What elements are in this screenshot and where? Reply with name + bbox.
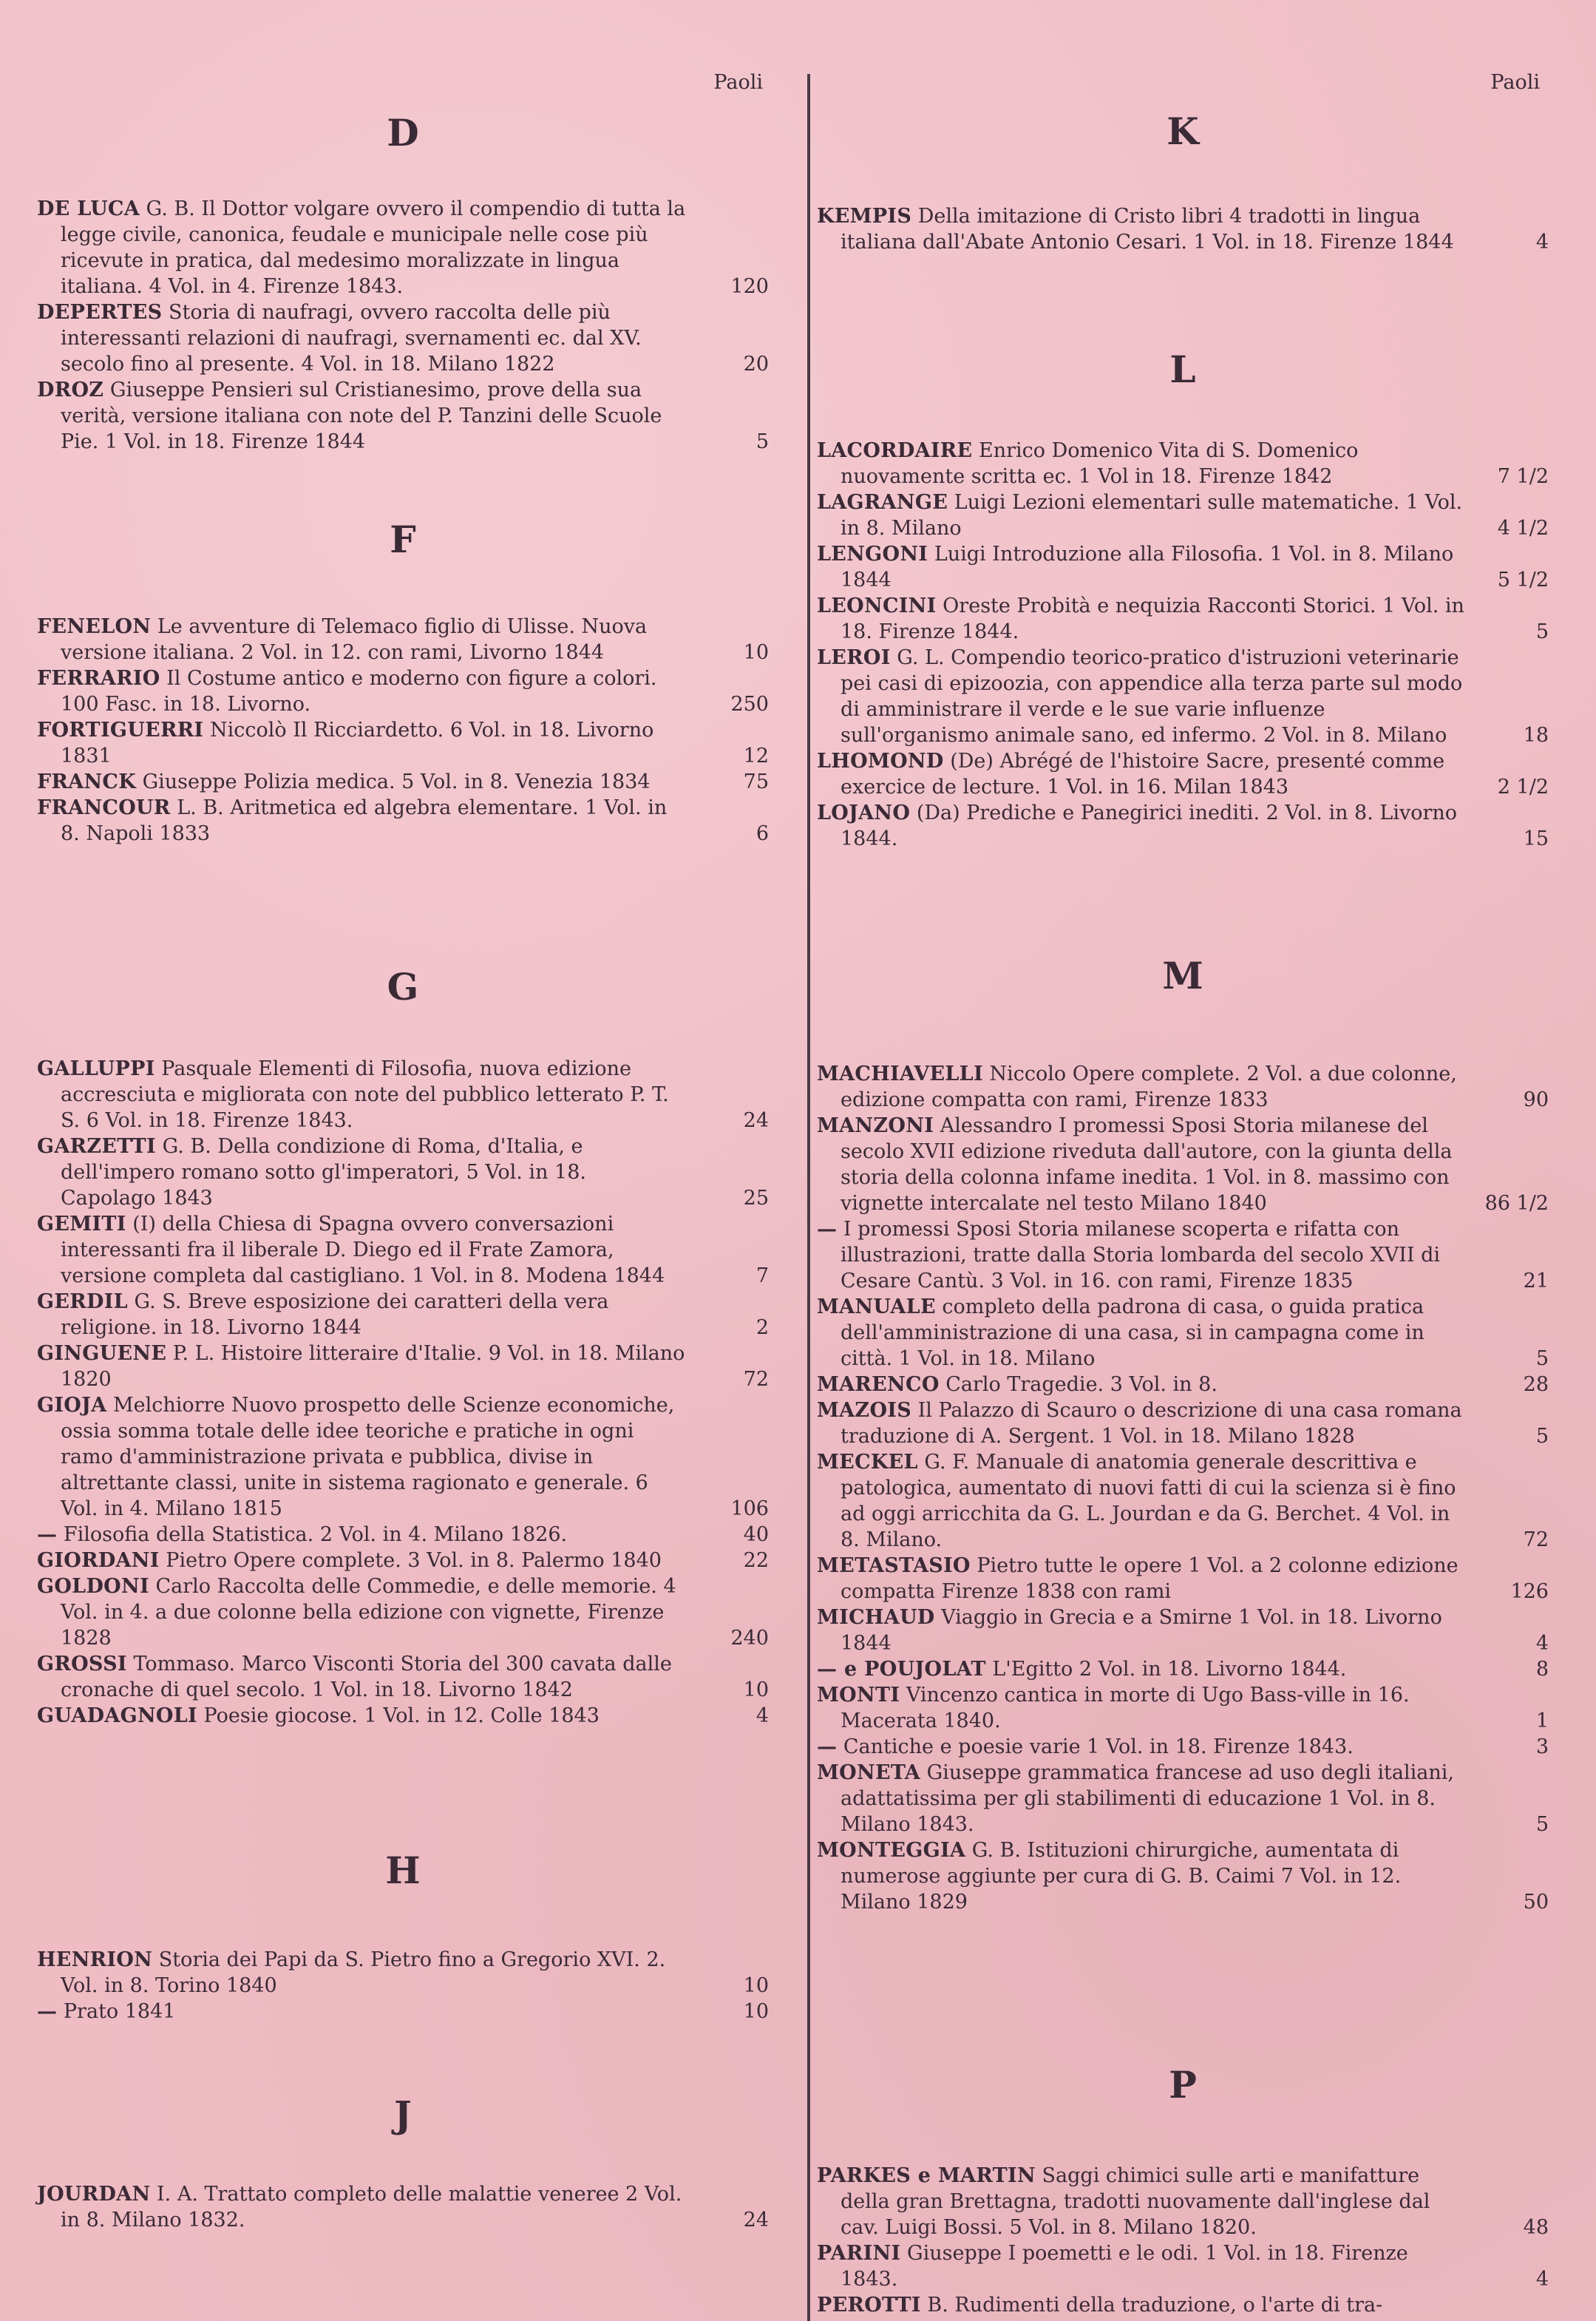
catalog-entry: — e POUJOLAT L'Egitto 2 Vol. in 18. Livorno 1844. 8 — [817, 1658, 1549, 1681]
catalog-entry: GROSSI Tommaso. Marco Visconti Storia del 300 cavata dalle cronache di quel secolo. 1 Vol. in 18. Livorno 1842 10 — [37, 1653, 769, 1701]
catalog-entry: LENGONI Luigi Introduzione alla Filosofia. 1 Vol. in 8. Milano 1844 5 1/2 — [817, 543, 1549, 592]
entry-price: 86 1/2 — [1484, 1192, 1549, 1215]
catalog-entry: PARINI Giuseppe I poemetti e le odi. 1 Vol. in 18. Firenze 1843. 4 — [817, 2242, 1549, 2291]
catalog-entry: MONETA Giuseppe grammatica francese ad uso degli italiani, adattatissima per gli stabilimenti di educazione 1 Vol. in 8. Milano 1843. 5 — [817, 1761, 1549, 1836]
catalog-entry: HENRION Storia dei Papi da S. Pietro fino a Gregorio XVI. 2. Vol. in 8. Torino 1840 10 — [37, 1948, 769, 1997]
entry-price: 4 — [1535, 231, 1549, 254]
catalog-entry: LHOMOND (De) Abrégé de l'histoire Sacre, presenté comme exercice de lecture. 1 Vol. in 16. Milan 1843 2 1/2 — [817, 750, 1549, 799]
entry-price: 5 1/2 — [1497, 569, 1549, 592]
section-letter: L — [1169, 348, 1196, 391]
entry-price: 240 — [730, 1627, 769, 1650]
section-entries — [37, 1056, 769, 1729]
catalog-entry: LAGRANGE Luigi Lezioni elementari sulle matematiche. 1 Vol. in 8. Milano 4 1/2 — [817, 491, 1549, 540]
column-divider — [807, 74, 810, 2321]
entry-price: 10 — [743, 2000, 769, 2023]
entry-price: 10 — [743, 1974, 769, 1997]
catalog-entry: MANZONI Alessandro I promessi Sposi Storia milanese del secolo XVII edizione riveduta dall'autore, con la giunta della storia della colonna infame inedita. 1 Vol. in 8. massimo con vignette intercalate nel testo Milano 1840 86 1/2 — [817, 1114, 1549, 1215]
entry-price: 18 — [1523, 724, 1549, 747]
section-letter: M — [1162, 954, 1203, 997]
section-entries — [817, 203, 1549, 255]
catalog-entry: KEMPIS Della imitazione di Cristo libri 4 tradotti in lingua italiana dall'Abate Antonio Cesari. 1 Vol. in 18. Firenze 1844 4 — [817, 205, 1549, 254]
catalog-entry: FENELON Le avventure di Telemaco figlio di Ulisse. Nuova versione italiana. 2 Vol. in 12. con rami, Livorno 1844 10 — [37, 615, 769, 664]
entry-price: 40 — [743, 1523, 769, 1546]
entry-price: 4 — [1535, 1632, 1549, 1655]
catalog-entry: — Filosofia della Statistica. 2 Vol. in 4. Milano 1826. 40 — [37, 1523, 769, 1546]
catalog-entry: GOLDONI Carlo Raccolta delle Commedie, e delle memorie. 4 Vol. in 4. a due colonne bella edizione con vignette, Firenze 1828 240 — [37, 1575, 769, 1650]
catalog-entry: — Prato 1841 10 — [37, 2000, 769, 2023]
entry-price: 15 — [1523, 827, 1549, 850]
section-entries — [817, 1061, 1549, 1915]
entry-price: 8 — [1535, 1658, 1549, 1681]
catalog-entry: PEROTTI B. Rudimenti della traduzione, o l'arte di tra- — [817, 2294, 1383, 2317]
section-entries — [37, 196, 769, 455]
entry-price: 7 — [755, 1264, 769, 1287]
section-entries — [37, 2181, 769, 2233]
catalog-entry: DE LUCA G. B. Il Dottor volgare ovvero il compendio di tutta la legge civile, canonica, feudale e municipale nelle cose più ricevute in pratica, dal medesimo moralizzate in lingua italiana. 4 Vol. in 4. Firenze 1843. 120 — [37, 197, 769, 298]
catalog-entry: MANUALE completo della padrona di casa, o guida pratica dell'amministrazione di una casa, si in campagna come in città. 1 Vol. in 18. Milano 5 — [817, 1295, 1549, 1370]
catalog-entry: MICHAUD Viaggio in Grecia e a Smirne 1 Vol. in 18. Livorno 1844 4 — [817, 1606, 1549, 1655]
entry-price: 106 — [730, 1497, 769, 1520]
entry-price: 3 — [1535, 1735, 1549, 1758]
section-letter: D — [387, 111, 419, 155]
catalog-entry: DEPERTES Storia di naufragi, ovvero raccolta delle più interessanti relazioni di naufragi, svernamenti ec. dal XV. secolo fino al presente. 4 Vol. in 18. Milano 1822 20 — [37, 301, 769, 376]
catalog-entry: FRANCOUR L. B. Aritmetica ed algebra elementare. 1 Vol. in 8. Napoli 1833 6 — [37, 796, 769, 845]
catalog-entry: GUADAGNOLI Poesie giocose. 1 Vol. in 12. Colle 1843 4 — [37, 1704, 769, 1727]
entry-price: 5 — [755, 430, 769, 453]
section-letter: H — [385, 1849, 421, 1892]
section-entries — [37, 614, 769, 847]
catalog-entry: DROZ Giuseppe Pensieri sul Cristianesimo, prove della sua verità, versione italiana con note del P. Tanzini delle Scuole Pie. 1 Vol. in 18. Firenze 1844 5 — [37, 379, 769, 453]
entry-price: 12 — [743, 745, 769, 768]
entry-price: 5 — [1535, 620, 1549, 643]
catalog-entry: PARKES e MARTIN Saggi chimici sulle arti e manifatture della gran Brettagna, tradotti nuovamente dall'inglese dal cav. Luigi Bossi. 5 Vol. in 8. Milano 1820. 48 — [817, 2164, 1549, 2239]
catalog-entry: MONTI Vincenzo cantica in morte di Ugo Bass-ville in 16. Macerata 1840. 1 — [817, 1684, 1549, 1732]
section-letter: K — [1167, 109, 1199, 153]
catalog-entry: GERDIL G. S. Breve esposizione dei caratteri della vera religione. in 18. Livorno 1844 2 — [37, 1290, 769, 1339]
entry-price: 5 — [1535, 1813, 1549, 1836]
entry-price: 2 — [755, 1316, 769, 1339]
entry-price: 4 — [755, 1704, 769, 1727]
catalog-entry: GIORDANI Pietro Opere complete. 3 Vol. in 8. Palermo 1840 22 — [37, 1549, 769, 1572]
entry-price: 10 — [743, 1678, 769, 1701]
entry-price: 4 — [1535, 2268, 1549, 2291]
catalog-entry: FRANCK Giuseppe Polizia medica. 5 Vol. in 8. Venezia 1834 75 — [37, 770, 769, 793]
entry-price: 5 — [1535, 1425, 1549, 1448]
catalog-entry: GINGUENE P. L. Histoire litteraire d'Italie. 9 Vol. in 18. Milano 1820 72 — [37, 1342, 769, 1391]
section-entries — [817, 438, 1549, 852]
entry-price: 22 — [743, 1549, 769, 1572]
catalog-entry: MARENCO Carlo Tragedie. 3 Vol. in 8. 28 — [817, 1373, 1549, 1396]
catalog-entry: GARZETTI G. B. Della condizione di Roma, d'Italia, e dell'impero romano sotto gl'imperatori, 5 Vol. in 18. Capolago 1843 25 — [37, 1135, 769, 1210]
entry-price: 250 — [730, 693, 769, 716]
section-letter: G — [387, 965, 419, 1009]
catalog-entry: MAZOIS Il Palazzo di Scauro o descrizione di una casa romana traduzione di A. Sergent. 1 Vol. in 18. Milano 1828 5 — [817, 1399, 1549, 1448]
entry-price: 126 — [1510, 1580, 1549, 1603]
catalog-entry: MACHIAVELLI Niccolo Opere complete. 2 Vol. a due colonne, edizione compatta con rami, Firenze 1833 90 — [817, 1063, 1549, 1111]
entry-price: 21 — [1523, 1270, 1549, 1292]
price-header: Paoli — [713, 71, 763, 94]
catalog-entry: MECKEL G. F. Manuale di anatomia generale descrittiva e patologica, aumentato di nuovi fatti di cui la scienza si è fino ad oggi arricchita da G. L. Jourdan e da G. Berchet. 4 Vol. in 8. Milano. 72 — [817, 1451, 1549, 1551]
section-entries — [817, 2163, 1549, 2318]
entry-price: 28 — [1523, 1373, 1549, 1396]
catalog-entry: LACORDAIRE Enrico Domenico Vita di S. Domenico nuovamente scritta ec. 1 Vol in 18. Firenze 1842 7 1/2 — [817, 439, 1549, 488]
section-letter: F — [390, 518, 416, 561]
section-letter: P — [1169, 2063, 1197, 2107]
entry-price: 7 1/2 — [1497, 465, 1549, 488]
entry-price: 25 — [743, 1187, 769, 1210]
entry-price: 120 — [730, 275, 769, 298]
entry-price: 48 — [1523, 2216, 1549, 2239]
entry-price: 4 1/2 — [1497, 517, 1549, 540]
entry-price: 24 — [743, 2209, 769, 2232]
entry-price: 5 — [1535, 1347, 1549, 1370]
catalog-entry: LEROI G. L. Compendio teorico-pratico d'istruzioni veterinarie pei casi di epizoozia, con appendice alla terza parte sul modo di amministrare il verde e le sue varie influenze sull'organismo animale sano, ed infermo. 2 Vol. in 8. Milano 18 — [817, 646, 1549, 747]
entry-price: 72 — [743, 1368, 769, 1391]
entry-price: 90 — [1523, 1088, 1549, 1111]
entry-price: 1 — [1535, 1710, 1549, 1732]
entry-price: 24 — [743, 1109, 769, 1132]
entry-price: 10 — [743, 641, 769, 664]
entry-price: 2 1/2 — [1497, 776, 1549, 799]
catalog-entry: FERRARIO Il Costume antico e moderno con figure a colori. 100 Fasc. in 18. Livorno. 250 — [37, 667, 769, 716]
catalog-entry: JOURDAN I. A. Trattato completo delle malattie veneree 2 Vol. in 8. Milano 1832. 24 — [37, 2183, 769, 2232]
catalog-entry: MONTEGGIA G. B. Istituzioni chirurgiche, aumentata di numerose aggiunte per cura di G. B. Caimi 7 Vol. in 12. Milano 1829 50 — [817, 1839, 1549, 1914]
section-entries — [37, 1947, 769, 2024]
section-letter: J — [394, 2093, 412, 2136]
catalog-entry: — Cantiche e poesie varie 1 Vol. in 18. Firenze 1843. 3 — [817, 1735, 1549, 1758]
catalog-entry: GALLUPPI Pasquale Elementi di Filosofia, nuova edizione accresciuta e migliorata con note del pubblico letterato P. T. S. 6 Vol. in 18. Firenze 1843. 24 — [37, 1057, 769, 1132]
catalog-entry: LEONCINI Oreste Probità e nequizia Racconti Storici. 1 Vol. in 18. Firenze 1844. 5 — [817, 594, 1549, 643]
entry-price: 6 — [755, 822, 769, 845]
price-header: Paoli — [1490, 71, 1540, 94]
entry-price: 75 — [743, 770, 769, 793]
catalog-entry: — I promessi Sposi Storia milanese scoperta e rifatta con illustrazioni, tratte dalla Storia lombarda del secolo XVII di Cesare Cantù. 3 Vol. in 16. con rami, Firenze 1835 21 — [817, 1218, 1549, 1292]
catalog-entry: LOJANO (Da) Prediche e Panegirici inediti. 2 Vol. in 8. Livorno 1844. 15 — [817, 802, 1549, 850]
catalog-entry: FORTIGUERRI Niccolò Il Ricciardetto. 6 Vol. in 18. Livorno 1831 12 — [37, 719, 769, 768]
catalog-entry: METASTASIO Pietro tutte le opere 1 Vol. a 2 colonne edizione compatta Firenze 1838 con rami 126 — [817, 1554, 1549, 1603]
entry-price: 50 — [1523, 1891, 1549, 1914]
entry-price: 72 — [1523, 1528, 1549, 1551]
entry-price: 20 — [743, 353, 769, 376]
catalog-entry: GEMITI (I) della Chiesa di Spagna ovvero conversazioni interessanti fra il liberale D. Diego ed il Frate Zamora, versione completa dal castigliano. 1 Vol. in 8. Modena 1844 7 — [37, 1213, 769, 1287]
catalog-entry: GIOJA Melchiorre Nuovo prospetto delle Scienze economiche, ossia somma totale delle idee teoriche e pratiche in ogni ramo d'amministrazione privata e pubblica, divise in altrettante classi, unite in sistema ragionato e generale. 6 Vol. in 4. Milano 1815 106 — [37, 1394, 769, 1520]
